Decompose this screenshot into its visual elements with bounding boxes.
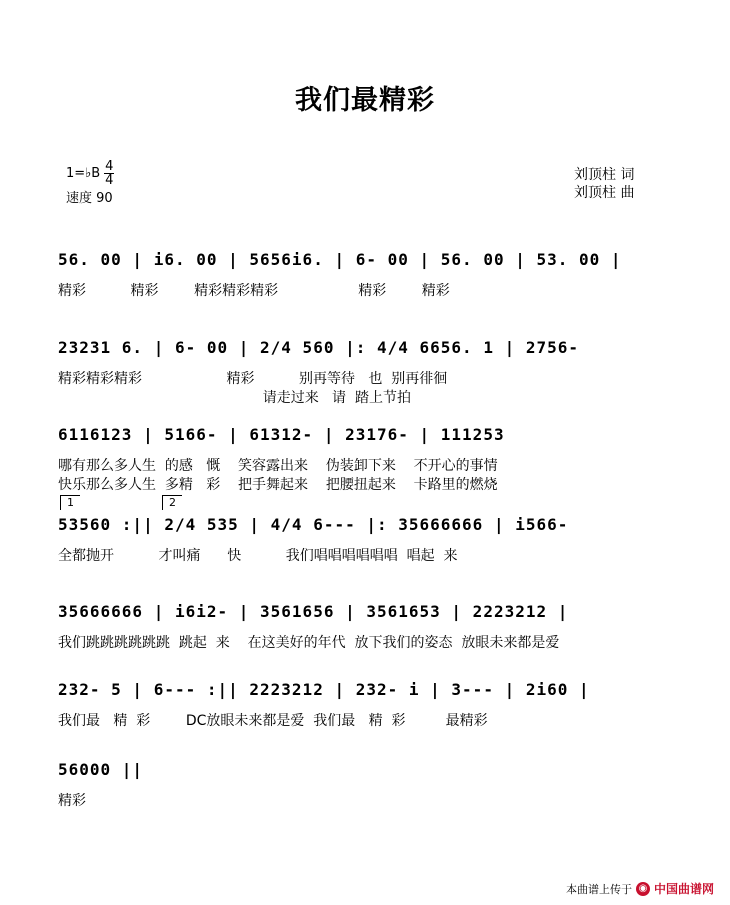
time-signature xyxy=(104,160,114,187)
notes-line: 35666666 | i6i2- | 3561656 | 3561653 | 2223212 | xyxy=(58,602,569,621)
tempo-marking: 速度 90 xyxy=(66,191,113,206)
notes-line: 56. 00 | i6. 00 | 5656i6. | 6- 00 | 56. 00 | 53. 00 | xyxy=(58,250,622,269)
lyric-line: 我们跳跳跳跳跳跳 跳起 来 在这美好的年代 放下我们的姿态 放眼未来都是爱 xyxy=(58,635,560,651)
credits xyxy=(574,166,634,202)
lyric-line: 全都抛开 才叫痛 快 我们唱唱唱唱唱唱 唱起 来 xyxy=(58,548,458,564)
composer: 刘顶柱 曲 xyxy=(574,185,635,201)
lyric-line: 我们最 精 彩 DC放眼未来都是爱 我们最 精 彩 最精彩 xyxy=(58,713,488,729)
lyricist: 刘顶柱 词 xyxy=(574,167,635,183)
upload-footer xyxy=(566,880,714,897)
site-logo-icon: ◉ xyxy=(636,882,650,896)
lyric-line: 快乐那么多人生 多精 彩 把手舞起来 把腰扭起来 卡路里的燃烧 xyxy=(58,477,498,493)
song-title: 我们最精彩 xyxy=(295,85,435,116)
notes-line: 6116123 | 5166- | 61312- | 23176- | 111253 xyxy=(58,425,505,444)
notes-line: 23231 6. | 6- 00 | 2/4 560 |: 4/4 6656. 1 | 2756- xyxy=(58,338,580,357)
lyric-line: 精彩 xyxy=(58,793,86,809)
notes-line: 232- 5 | 6--- :|| 2223212 | 232- i | 3--- | 2i60 | xyxy=(58,680,590,699)
site-brand-link[interactable]: 中国曲谱网 xyxy=(653,882,714,896)
volta-1: 1 xyxy=(60,495,80,510)
key-signature: 1=♭B xyxy=(66,165,101,181)
key-time-row xyxy=(66,160,114,187)
volta-2: 2 xyxy=(162,495,182,510)
notes-line: 56000 || xyxy=(58,760,144,779)
time-denominator: 4 xyxy=(105,173,114,188)
lyric-line: 请走过来 请 踏上节拍 xyxy=(58,390,411,406)
lyric-line: 精彩 精彩 精彩精彩精彩 精彩 精彩 xyxy=(58,283,450,299)
lyric-line: 哪有那么多人生 的感 慨 笑容露出来 伪装卸下来 不开心的事情 xyxy=(58,458,498,474)
time-numerator: 4 xyxy=(105,159,114,174)
footer-text: 本曲谱上传于 xyxy=(565,882,632,896)
lyric-line: 精彩精彩精彩 精彩 别再等待 也 别再徘徊 xyxy=(58,371,448,387)
notes-line: 53560 :|| 2/4 535 | 4/4 6--- |: 35666666 | i566- xyxy=(58,515,569,534)
score-meta xyxy=(66,160,114,207)
